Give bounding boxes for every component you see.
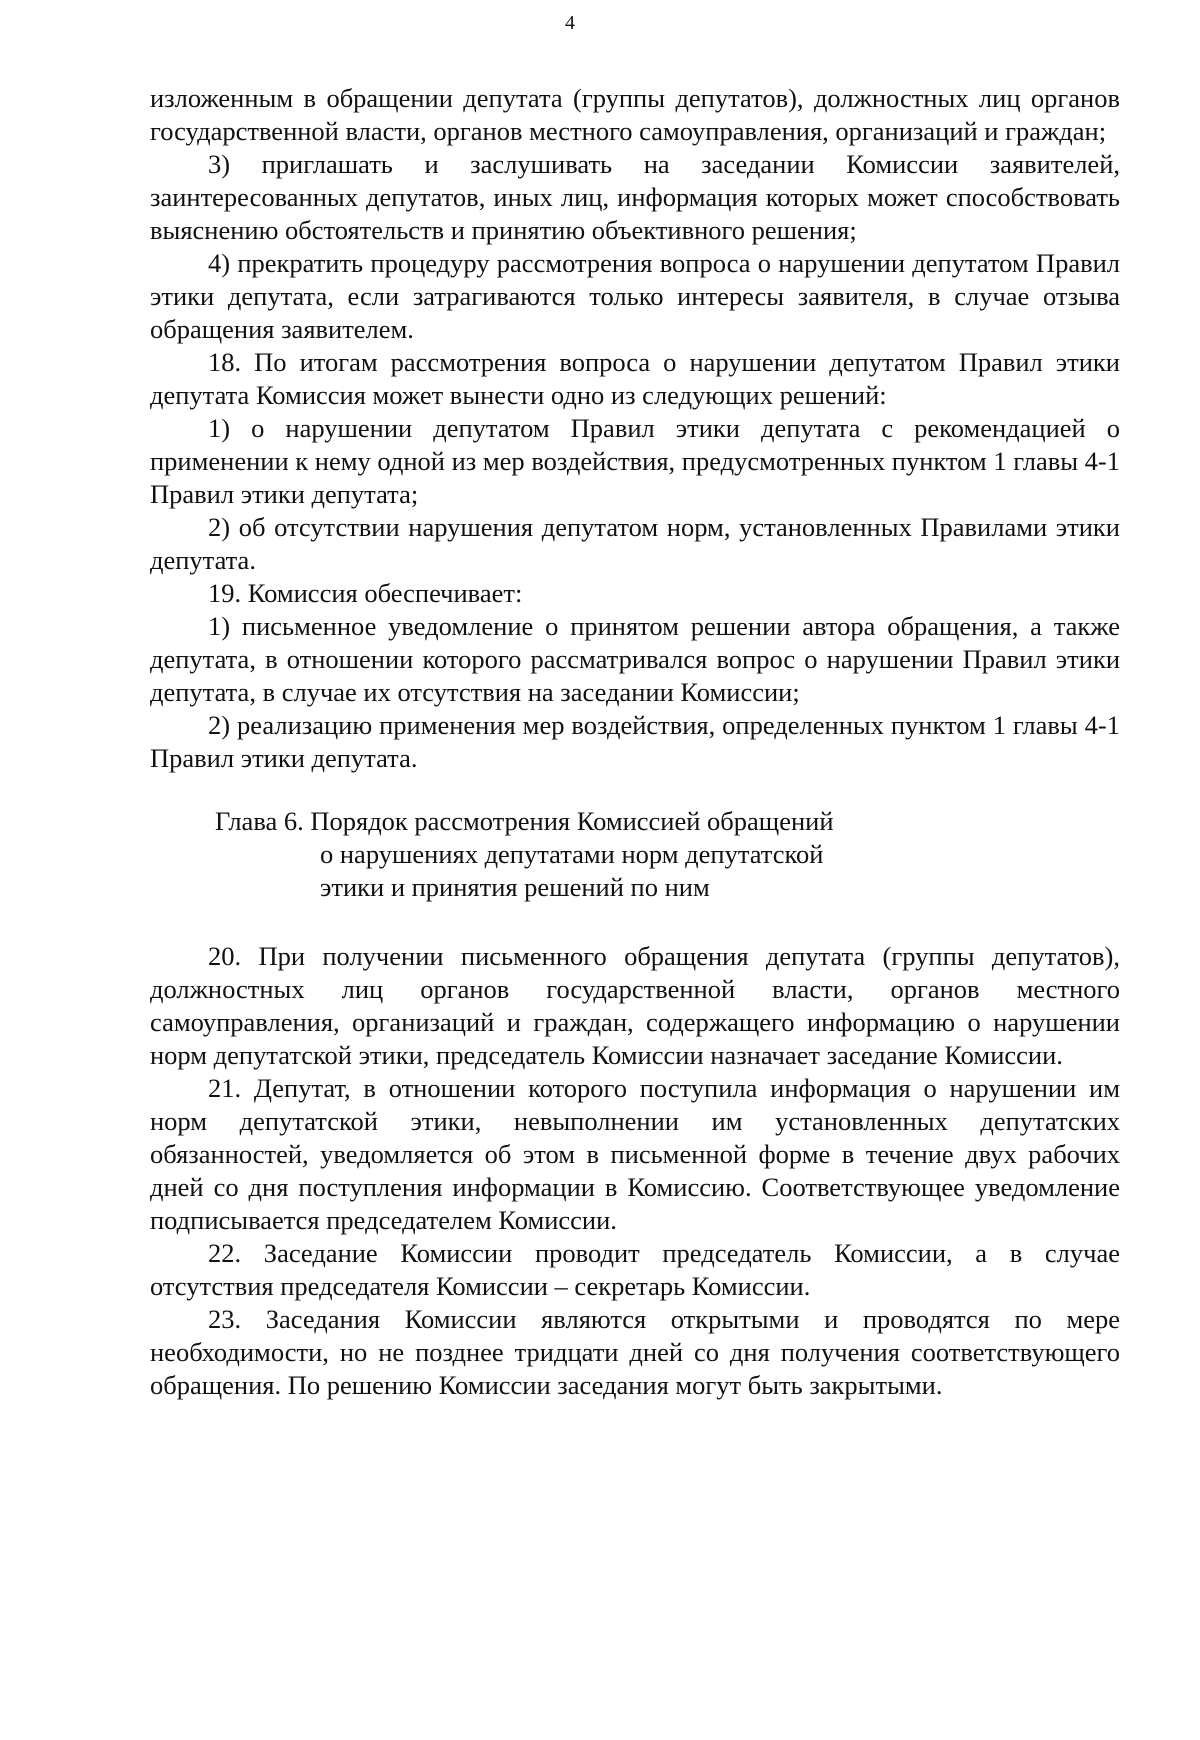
bottom-paragraphs <box>150 940 1120 1402</box>
paragraph: 3) приглашать и заслушивать на заседании Комиссии заявителей, заинтересованных депутатов, иных лиц, информация которых может способствовать выяснению обстоятельств и принятию объективного решения; <box>150 149 1120 245</box>
paragraph: 23. Заседания Комиссии являются открытыми и проводятся по мере необходимости, но не позднее тридцати дней со дня получения соответствующего обращения. По решению Комиссии заседания могут быть закрытыми. <box>150 1304 1120 1400</box>
paragraph: 21. Депутат, в отношении которого поступила информация о нарушении им норм депутатской этики, невыполнении им установленных депутатских обязанностей, уведомляется об этом в письменной форме в течение двух рабочих дней со дня поступления информации в Комиссию. Соответствующее уведомление подписывается председателем Комиссии. <box>150 1073 1120 1235</box>
page-number: 4 <box>565 12 575 34</box>
paragraph: 2) об отсутствии нарушения депутатом норм, установленных Правилами этики депутата. <box>150 512 1120 575</box>
paragraph: 1) письменное уведомление о принятом решении автора обращения, а также депутата, в отношении которого рассматривался вопрос о нарушении Правил этики депутата, в случае их отсутствия на заседании Комиссии; <box>150 611 1120 707</box>
paragraph: 18. По итогам рассмотрения вопроса о нарушении депутатом Правил этики депутата Комиссия может вынести одно из следующих решений: <box>150 347 1120 410</box>
chapter-heading-line-2: о нарушениях депутатами норм депутатской <box>320 839 824 869</box>
document-body <box>150 82 1120 1402</box>
paragraph: 4) прекратить процедуру рассмотрения вопроса о нарушении депутатом Правил этики депутата, если затрагиваются только интересы заявителя, в случае отзыва обращения заявителем. <box>150 248 1120 344</box>
chapter-heading <box>150 805 1120 904</box>
paragraph: изложенным в обращении депутата (группы депутатов), должностных лиц органов государственной власти, органов местного самоуправления, организаций и граждан; <box>150 83 1120 146</box>
paragraph: 1) о нарушении депутатом Правил этики депутата с рекомендацией о применении к нему одной из мер воздействия, предусмотренных пунктом 1 главы 4-1 Правил этики депутата; <box>150 413 1120 509</box>
chapter-heading-line-1: Глава 6. Порядок рассмотрения Комиссией обращений <box>215 806 834 836</box>
paragraph: 19. Комиссия обеспечивает: <box>208 578 523 608</box>
paragraph: 20. При получении письменного обращения депутата (группы депутатов), должностных лиц органов государственной власти, органов местного самоуправления, организаций и граждан, содержащего информацию о нарушении норм депутатской этики, председатель Комиссии назначает заседание Комиссии. <box>150 941 1120 1070</box>
paragraph: 22. Заседание Комиссии проводит председатель Комиссии, а в случае отсутствия председателя Комиссии – секретарь Комиссии. <box>150 1238 1120 1301</box>
top-paragraphs <box>150 82 1120 775</box>
paragraph: 2) реализацию применения мер воздействия, определенных пунктом 1 главы 4-1 Правил этики депутата. <box>150 710 1120 773</box>
chapter-heading-line-3: этики и принятия решений по ним <box>320 872 710 902</box>
